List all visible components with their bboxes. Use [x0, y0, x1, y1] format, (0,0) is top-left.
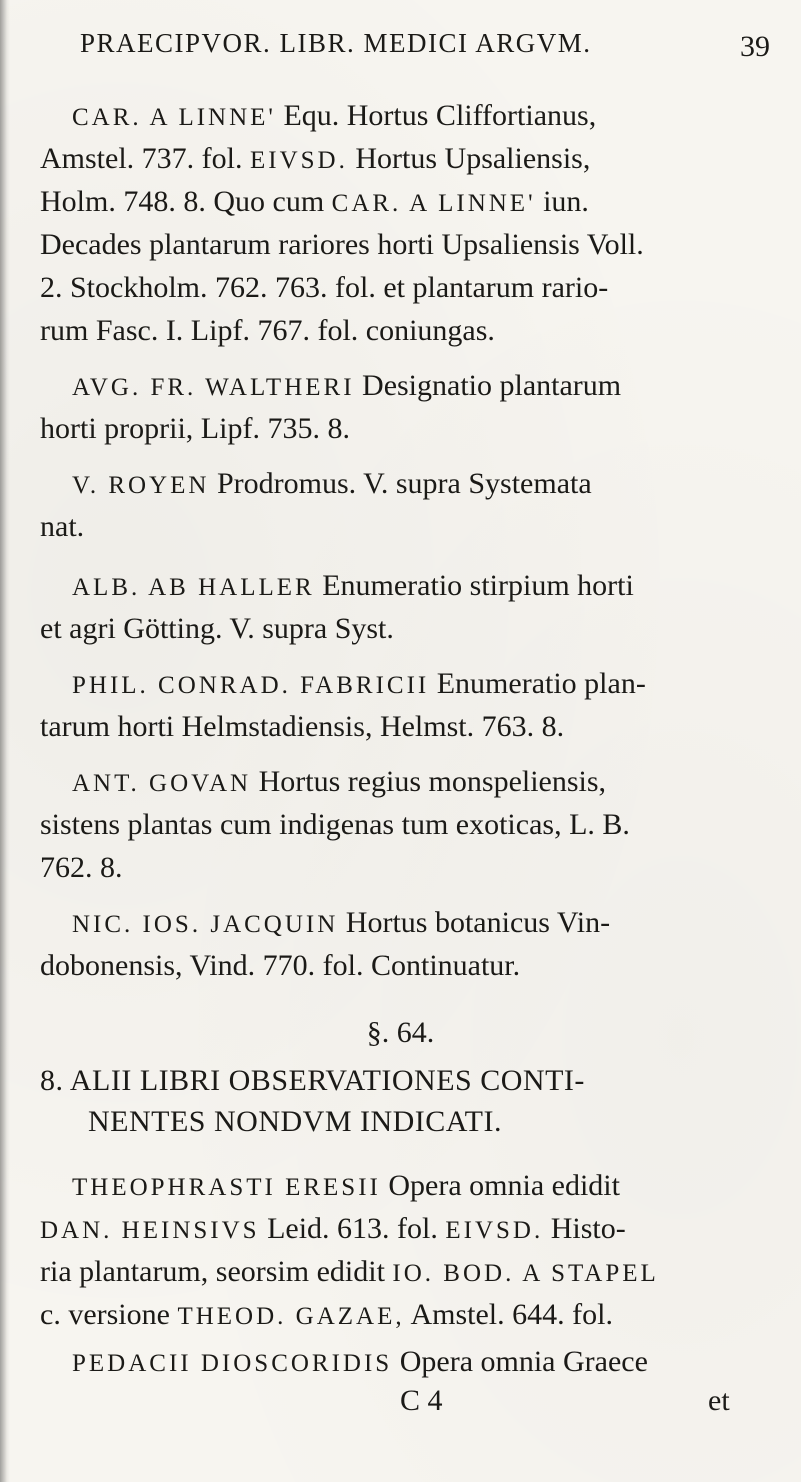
section-mark: §. 64.	[366, 1016, 435, 1049]
entry-linne-line2	[40, 141, 590, 179]
entry-text: iun.	[535, 185, 589, 218]
entry-haller-line1	[72, 568, 634, 606]
author-name: THEOD. GAZAE,	[177, 1303, 405, 1330]
entry-text: Hortus regius monspeliensis,	[251, 765, 607, 798]
section-heading-line1: 8. ALII LIBRI OBSERVATIONES CONTI-	[40, 1064, 585, 1097]
author-name: IO. BOD. A STAPEL	[392, 1260, 659, 1287]
page-footer	[0, 1384, 801, 1424]
entry-text: Enumeratio plan-	[429, 667, 646, 700]
signature-mark: C 4	[400, 1384, 443, 1417]
author-name: CAR. A LINNE'	[72, 104, 276, 131]
entry-govan-line1	[72, 764, 606, 802]
entry-text: Equ. Hortus Cliffortianus,	[275, 99, 597, 132]
entry-text: rum Fasc. I. Lipf. 767. fol. coniungas.	[40, 314, 495, 347]
entry-waltheri-line2	[40, 411, 350, 447]
author-name: PHIL. CONRAD. FABRICII	[72, 672, 430, 699]
entry-text: nat.	[40, 510, 85, 543]
entry-linne-line3	[40, 184, 589, 222]
author-name: ALB. AB HALLER	[72, 574, 315, 601]
entry-text: Designatio plantarum	[354, 369, 622, 402]
entry-text: Holm. 748. 8. Quo cum	[40, 185, 332, 218]
entry-govan-line2	[40, 807, 630, 843]
author-name: NIC. IOS. JACQUIN	[72, 911, 339, 938]
author-name: EIVSD.	[250, 147, 348, 174]
author-name: EIVSD.	[445, 1217, 544, 1244]
entry-linne-line6	[40, 313, 495, 349]
entry-text: sistens plantas cum indigenas tum exoticas, L. B.	[40, 808, 630, 841]
author-name: PEDACII DIOSCORIDIS	[72, 1350, 393, 1377]
entry-text: Hortus botanicus Vin-	[338, 906, 611, 939]
page-number: 39	[740, 30, 770, 63]
entry-text: et agri Götting. V. supra Syst.	[40, 612, 394, 645]
entry-text: Histo-	[543, 1212, 626, 1245]
author-name: AVG. FR. WALTHERI	[72, 374, 355, 401]
entry-jacquin-line1	[72, 905, 610, 943]
entry-text: horti proprii, Lipf. 735. 8.	[40, 412, 350, 445]
page-header	[40, 18, 770, 68]
entry-royen-line2	[40, 509, 84, 545]
entry-fabricii-line1	[72, 666, 646, 704]
entry-dioscoridis-line1	[72, 1344, 648, 1382]
author-name: CAR. A LINNE'	[331, 190, 536, 217]
author-name: ANT. GOVAN	[72, 770, 252, 797]
entry-theophrasti-line4	[40, 1297, 613, 1335]
section-heading-line2: NENTES NONDVM INDICATI.	[88, 1105, 502, 1138]
entry-text: 762. 8.	[40, 851, 123, 884]
entry-text: Amstel. 737. fol.	[40, 142, 250, 175]
entry-theophrasti-line1	[72, 1168, 620, 1206]
author-name: V. ROYEN	[72, 472, 210, 499]
entry-text: 2. Stockholm. 762. 763. fol. et plantarum rario-	[40, 271, 609, 304]
entry-text: Leid. 613. fol.	[259, 1212, 446, 1245]
entry-text: dobonensis, Vind. 770. fol. Continuatur.	[40, 949, 521, 982]
entry-linne-line5	[40, 270, 608, 306]
entry-govan-line3	[40, 850, 123, 886]
entry-text: Prodromus. V. supra Systemata	[209, 467, 592, 500]
binding-shadow	[0, 0, 10, 1482]
author-name: DAN. HEINSIVS	[40, 1217, 260, 1244]
entry-royen-line1	[72, 466, 592, 504]
entry-text: Amstel. 644. fol.	[404, 1298, 613, 1331]
entry-linne-line1	[72, 98, 596, 136]
entry-text: ria plantarum, seorsim edidit	[40, 1255, 393, 1288]
entry-haller-line2	[40, 611, 394, 647]
entry-text: Opera omnia Graece	[392, 1345, 648, 1378]
author-name: THEOPHRASTI ERESII	[72, 1174, 381, 1201]
entry-text: c. versione	[40, 1298, 178, 1331]
entry-linne-line4	[40, 227, 644, 263]
running-head: PRAECIPVOR. LIBR. MEDICI ARGVM.	[80, 28, 592, 58]
entry-text: Opera omnia edidit	[380, 1169, 620, 1202]
catchword: et	[708, 1384, 730, 1417]
entry-text: Enumeratio stirpium horti	[314, 569, 634, 602]
entry-waltheri-line1	[72, 368, 621, 406]
entry-jacquin-line2	[40, 948, 520, 984]
entry-text: Decades plantarum rariores horti Upsaliensis Voll.	[40, 228, 644, 261]
entry-text: tarum horti Helmstadiensis, Helmst. 763. 8.	[40, 710, 565, 743]
entry-theophrasti-line2	[40, 1211, 626, 1249]
entry-theophrasti-line3	[40, 1254, 659, 1292]
entry-text: Hortus Upsaliensis,	[347, 142, 591, 175]
entry-fabricii-line2	[40, 709, 564, 745]
